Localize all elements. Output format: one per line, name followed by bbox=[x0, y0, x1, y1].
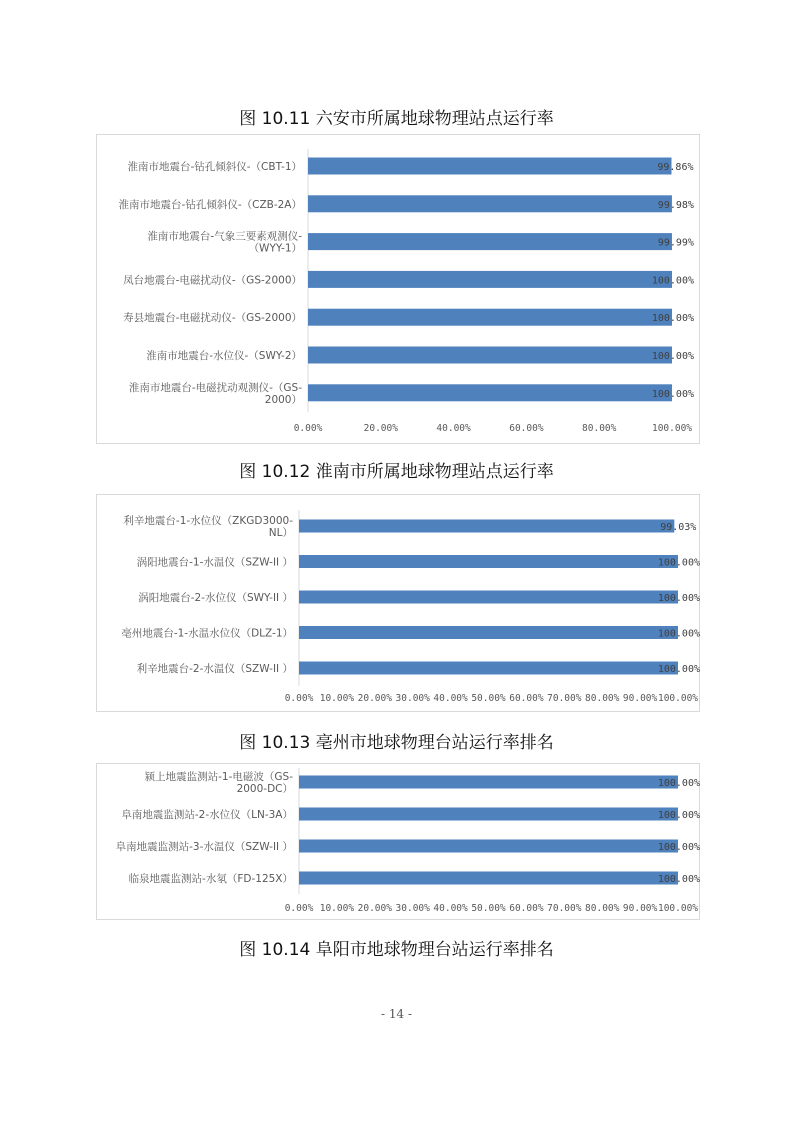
bar bbox=[308, 384, 672, 401]
x-tick-label: 10.00% bbox=[319, 693, 355, 704]
bar bbox=[308, 347, 672, 364]
category-label: 临泉地震监测站-水氡（FD-125X） bbox=[128, 873, 293, 885]
bar bbox=[299, 662, 678, 675]
bar bbox=[299, 808, 678, 821]
x-tick-label: 30.00% bbox=[395, 693, 430, 704]
figure-caption-10-13: 图 10.13 亳州市地球物理台站运行率排名 bbox=[239, 733, 554, 753]
data-label: 100.00% bbox=[657, 557, 700, 569]
data-label: 99.99% bbox=[657, 237, 694, 249]
x-tick-label: 40.00% bbox=[433, 693, 468, 704]
x-tick-label: 20.00% bbox=[357, 903, 392, 914]
x-tick-label: 60.00% bbox=[509, 693, 544, 704]
x-tick-label: 100.00% bbox=[657, 693, 699, 704]
data-label: 100.00% bbox=[657, 810, 700, 821]
bar bbox=[299, 872, 678, 885]
bar bbox=[299, 840, 678, 853]
x-tick-label: 10.00% bbox=[319, 903, 355, 914]
x-tick-label: 40.00% bbox=[436, 423, 471, 434]
category-label: 阜南地震监测站-2-水位仪（LN-3A） bbox=[121, 809, 293, 821]
x-tick-label: 30.00% bbox=[395, 903, 430, 914]
bar bbox=[299, 776, 678, 789]
x-tick-label: 90.00% bbox=[622, 903, 658, 914]
bar bbox=[299, 520, 674, 533]
data-label: 100.00% bbox=[657, 664, 700, 675]
x-tick-label: 80.00% bbox=[585, 903, 620, 914]
category-label: 凤台地震台-电磁扰动仪-（GS-2000） bbox=[123, 274, 302, 287]
chart-fuyang bbox=[96, 763, 700, 920]
data-label: 100.00% bbox=[657, 628, 700, 640]
category-label: 寿县地震台-电磁扰动仪-（GS-2000） bbox=[123, 312, 302, 325]
x-tick-label: 80.00% bbox=[585, 693, 620, 704]
category-label: 亳州地震台-1-水温水位仪（DLZ-1） bbox=[121, 627, 293, 640]
data-label: 99.86% bbox=[657, 162, 694, 173]
chart-bozhou bbox=[96, 494, 700, 712]
bar bbox=[308, 195, 672, 212]
category-label: 2000） bbox=[264, 393, 302, 406]
figure-caption-10-12: 图 10.12 淮南市所属地球物理站点运行率 bbox=[239, 462, 554, 482]
chart-lu-an bbox=[96, 134, 700, 444]
data-label: 100.00% bbox=[657, 874, 700, 885]
data-label: 100.00% bbox=[657, 593, 700, 604]
bar bbox=[308, 309, 672, 326]
chart-bozhou-svg bbox=[97, 495, 701, 713]
x-tick-label: 90.00% bbox=[622, 693, 658, 704]
category-label: （WYY-1） bbox=[248, 242, 302, 255]
data-label: 100.00% bbox=[651, 313, 694, 325]
data-label: 99.03% bbox=[660, 522, 697, 533]
x-tick-label: 60.00% bbox=[509, 423, 544, 434]
x-tick-label: 50.00% bbox=[471, 903, 506, 914]
x-tick-label: 100.00% bbox=[651, 423, 693, 434]
chart-fuyang-svg bbox=[97, 764, 701, 921]
data-label: 100.00% bbox=[651, 388, 694, 400]
x-tick-label: 20.00% bbox=[357, 693, 392, 704]
category-label: 淮南市地震台-水位仪-（SWY-2） bbox=[146, 350, 302, 362]
bar bbox=[308, 271, 672, 288]
x-tick-label: 80.00% bbox=[582, 423, 617, 434]
data-label: 100.00% bbox=[657, 778, 700, 789]
bar bbox=[308, 233, 672, 250]
x-tick-label: 70.00% bbox=[547, 903, 582, 914]
chart-lu-an-svg bbox=[97, 135, 701, 445]
data-label: 100.00% bbox=[651, 351, 694, 362]
category-label: 利辛地震台-2-水温仪（SZW-II ） bbox=[136, 663, 293, 675]
page-number: - 14 - bbox=[380, 1007, 412, 1021]
category-label: 淮南市地震台-钻孔倾斜仪-（CBT-1） bbox=[127, 161, 302, 173]
data-label: 99.98% bbox=[657, 199, 694, 211]
x-tick-label: 0.00% bbox=[284, 693, 314, 704]
category-label: 利辛地震台-1-水位仪（ZKGD3000- bbox=[123, 515, 293, 527]
bar bbox=[299, 626, 678, 639]
x-tick-label: 60.00% bbox=[509, 903, 544, 914]
bar bbox=[308, 158, 671, 175]
category-label: 颍上地震监测站-1-电磁波（GS- bbox=[144, 771, 293, 783]
x-tick-label: 40.00% bbox=[433, 903, 468, 914]
x-tick-label: 0.00% bbox=[293, 423, 323, 434]
bar bbox=[299, 555, 678, 568]
x-tick-label: 0.00% bbox=[284, 903, 314, 914]
category-label: 涡阳地震台-2-水位仪（SWY-II ） bbox=[138, 592, 293, 604]
category-label: 2000-DC） bbox=[236, 783, 293, 795]
x-tick-label: 100.00% bbox=[657, 903, 699, 914]
category-label: 阜南地震监测站-3-水温仪（SZW-II ） bbox=[115, 841, 293, 853]
x-tick-label: 70.00% bbox=[547, 693, 582, 704]
x-tick-label: 20.00% bbox=[363, 423, 398, 434]
data-label: 100.00% bbox=[657, 842, 700, 853]
category-label: 淮南市地震台-气象三要素观测仪- bbox=[147, 230, 302, 243]
bar bbox=[299, 591, 678, 604]
category-label: NL） bbox=[268, 527, 293, 539]
data-label: 100.00% bbox=[651, 275, 694, 287]
category-label: 涡阳地震台-1-水温仪（SZW-II ） bbox=[136, 556, 293, 569]
category-label: 淮南市地震台-钻孔倾斜仪-（CZB-2A） bbox=[118, 198, 302, 211]
figure-caption-10-11: 图 10.11 六安市所属地球物理站点运行率 bbox=[239, 109, 554, 129]
x-tick-label: 50.00% bbox=[471, 693, 506, 704]
figure-caption-10-14: 图 10.14 阜阳市地球物理台站运行率排名 bbox=[239, 940, 554, 960]
category-label: 淮南市地震台-电磁扰动观测仪-（GS- bbox=[128, 381, 302, 394]
